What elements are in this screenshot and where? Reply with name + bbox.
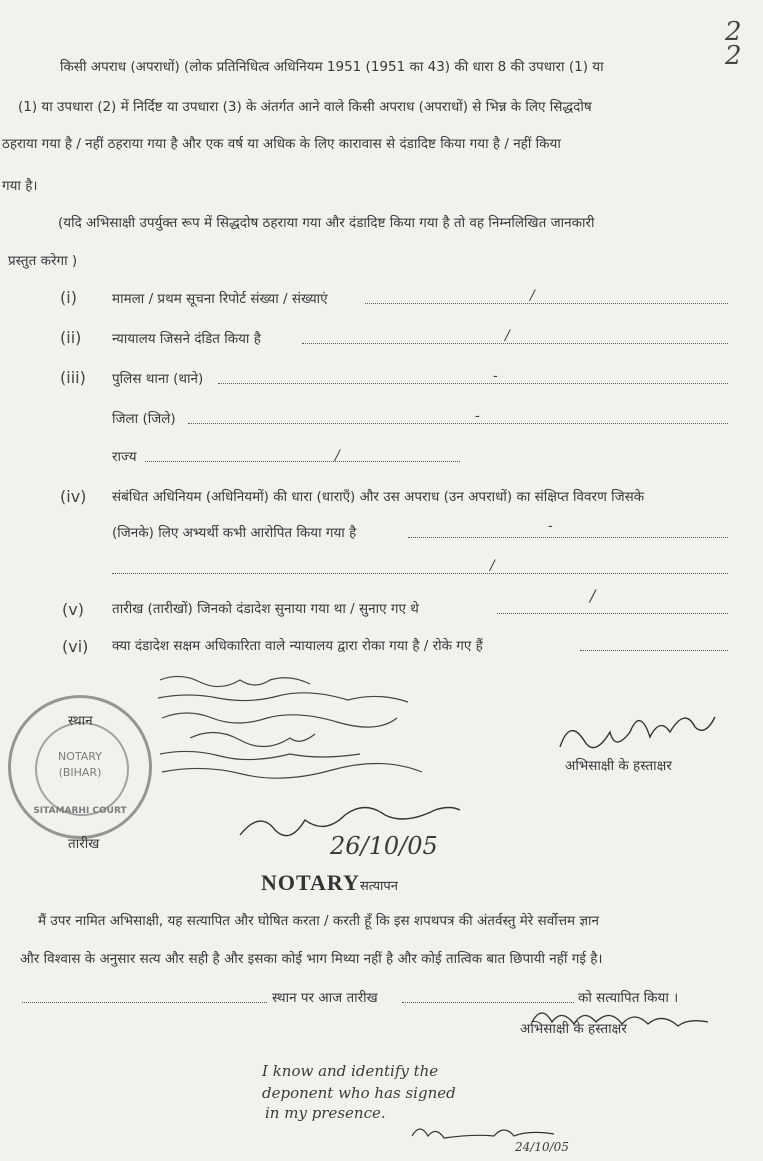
item-iii-label: पुलिस थाना (थाने) (112, 371, 204, 387)
item-iii-district-label: जिला (जिले) (112, 411, 176, 427)
stamp-center-1: NOTARY (58, 750, 102, 763)
verification-verified-label: को सत्यापित किया । (578, 990, 679, 1006)
verification-signature-label: अभिसाक्षी के हस्ताक्षर (520, 1021, 627, 1037)
item-iii-district-blank (188, 423, 728, 424)
item-iv-blank-1 (408, 537, 728, 538)
deponent-signature (555, 712, 720, 757)
handwritten-mark: - (475, 408, 480, 424)
handwritten-note-date: 24/10/05 (515, 1140, 569, 1154)
handwritten-mark: / (505, 328, 510, 344)
item-iv-label-1: संबंधित अधिनियम (अधिनियमों) की धारा (धाराएँ) और उस अपराध (उन अपराधों) का संक्षिप्त विवरण जिसके (112, 489, 645, 505)
notary-heading: NOTARYसत्यापन (261, 870, 399, 895)
notary-date: 26/10/05 (330, 832, 438, 860)
item-vi-blank (580, 650, 728, 651)
handwritten-mark: / (335, 448, 340, 464)
item-v-number: (v) (62, 600, 84, 619)
item-iii-blank (218, 383, 728, 384)
page-number: 2 2 (725, 17, 742, 71)
handwritten-mark: - (548, 518, 553, 534)
verification-line-2: और विश्वास के अनुसार सत्य और सही है और इसका कोई भाग मिथ्या नहीं है और कोई तात्विक बात छिपायी नहीं गई है। (20, 951, 603, 967)
verification-line-1: मैं उपर नामित अभिसाक्षी, यह सत्यापित और घोषित करता / करती हूँ कि इस शपथपत्र की अंतर्वस्तु मेरे सर्वोत्तम ज्ञान (38, 913, 600, 929)
intro-line-3: ठहराया गया है / नहीं ठहराया गया है और एक वर्ष या अधिक के लिए कारावास से दंडादिष्ट किया गया है / नहीं किया (2, 136, 561, 152)
item-iii-state-blank (145, 461, 460, 462)
item-v-blank (497, 613, 728, 614)
item-ii-number: (ii) (60, 328, 82, 347)
stamp-center-2: (BIHAR) (58, 766, 102, 779)
intro-line-4: गया है। (2, 178, 38, 194)
handwritten-mark: / (490, 558, 495, 574)
item-vi-label: क्या दंडादेश सक्षम अधिकारिता वाले न्यायालय द्वारा रोका गया है / रोके गए हैं (112, 638, 483, 654)
intro-line-2: (1) या उपधारा (2) में निर्दिष्ट या उपधारा (3) के अंतर्गत आने वाले किसी अपराध (अपराधों) से भिन्न के लिए सिद्धदोष (18, 99, 592, 115)
handwritten-mark: / (590, 586, 596, 605)
handwritten-note-line-3: in my presence. (265, 1104, 386, 1122)
note-line-2: प्रस्तुत करेगा ) (8, 253, 78, 269)
date-label: तारीख (68, 836, 100, 852)
item-iv-label-2: (जिनके) लिए अभ्यर्थी कभी आरोपित किया गया है (112, 525, 357, 541)
handwritten-scribbles (150, 668, 440, 783)
item-v-label: तारीख (तारीखों) जिनको दंडादेश सुनाया गया था / सुनाए गए थे (112, 601, 419, 617)
item-iii-state-label: राज्य (112, 449, 137, 465)
handwritten-mark: / (530, 288, 535, 304)
item-i-label: मामला / प्रथम सूचना रिपोर्ट संख्या / संख्याएं (112, 291, 328, 307)
intro-line-1: किसी अपराध (अपराधों) (लोक प्रतिनिधित्व अधिनियम 1951 (1951 का 43) की धारा 8 की उपधारा (1) या (60, 59, 604, 75)
place-label: स्थान (68, 713, 93, 729)
verification-date-blank (402, 1002, 574, 1003)
stamp-ring-text: SITAMARHI COURT (33, 806, 127, 816)
item-ii-blank (302, 343, 728, 344)
item-iii-number: (iii) (60, 368, 86, 387)
item-vi-number: (vi) (62, 637, 89, 656)
item-i-number: (i) (60, 288, 77, 307)
item-i-blank (365, 303, 728, 304)
verification-place-blank (22, 1002, 267, 1003)
note-line-1: (यदि अभिसाक्षी उपर्युक्त रूप में सिद्धदोष ठहराया गया और दंडादिष्ट किया गया है तो वह निम्नलिखित जानकारी (58, 215, 595, 231)
item-iv-number: (iv) (60, 487, 87, 506)
deponent-signature-label: अभिसाक्षी के हस्ताक्षर (565, 758, 672, 774)
handwritten-mark: - (493, 368, 498, 384)
verification-place-label: स्थान पर आज तारीख (272, 990, 378, 1006)
handwritten-note-line-1: I know and identify the (262, 1062, 439, 1080)
handwritten-note-line-2: deponent who has signed (262, 1084, 456, 1102)
item-ii-label: न्यायालय जिसने दंडित किया है (112, 331, 261, 347)
item-iv-blank-2 (112, 573, 728, 574)
